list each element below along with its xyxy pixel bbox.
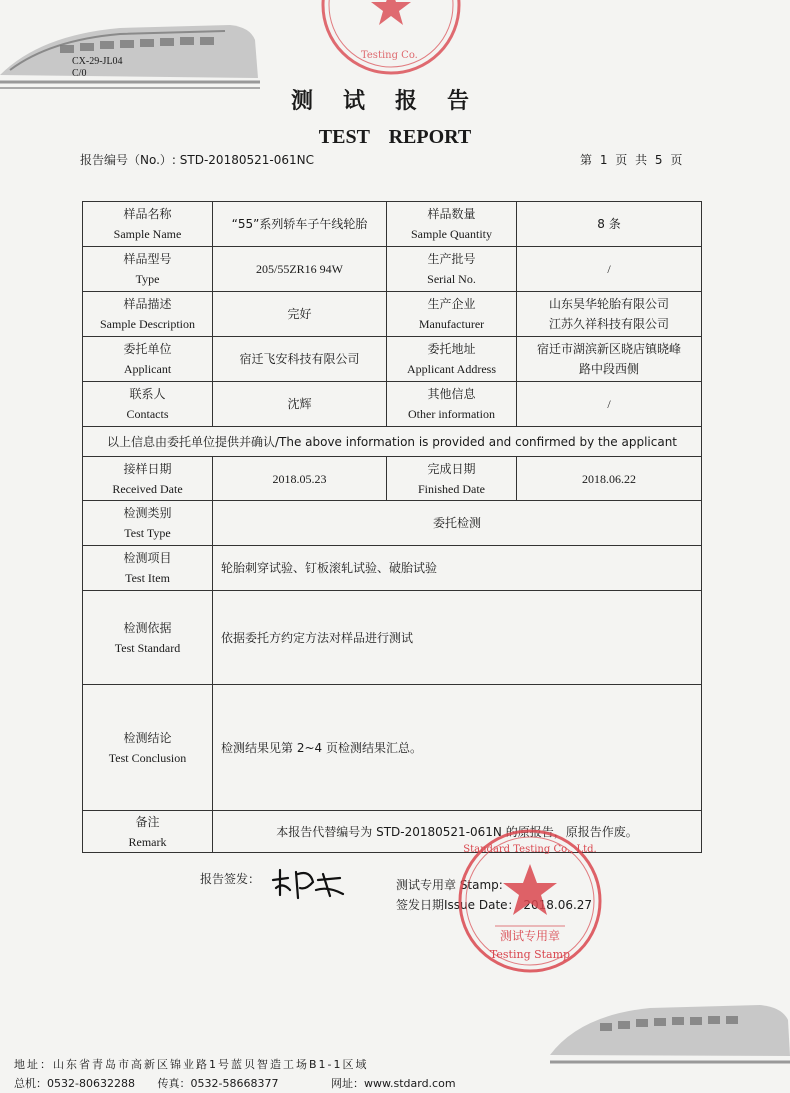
label-applicant: 委托单位 Applicant: [83, 337, 213, 382]
value-test-item: 轮胎刺穿试验、钉板滚轧试验、破胎试验: [213, 546, 702, 591]
table-row: [83, 457, 702, 501]
fax: 传真：0532-58668377: [157, 1077, 279, 1090]
handwritten-signature: [268, 860, 348, 905]
value-test-standard: 依据委托方约定方法对样品进行测试: [213, 591, 702, 685]
label-received-date: 接样日期 Received Date: [83, 457, 213, 501]
table-row: [83, 247, 702, 292]
form-code-line2: C/0: [72, 68, 87, 79]
website: 网址：www.stdard.com: [331, 1077, 456, 1090]
page-info: 第 1 页 共 5 页: [580, 153, 683, 167]
value-applicant: 宿迁飞安科技有限公司: [213, 337, 387, 382]
label-test-type: 检测类别 Test Type: [83, 501, 213, 546]
phone: 总机：0532-80632288: [14, 1077, 135, 1090]
value-received-date: 2018.05.23: [213, 457, 387, 501]
seal-stamp-top: [316, 0, 466, 80]
label-test-item: 检测项目 Test Item: [83, 546, 213, 591]
label-applicant-address: 委托地址 Applicant Address: [387, 337, 517, 382]
table-row: [83, 337, 702, 382]
value-remark: 本报告代替编号为 STD-20180521-061N 的原报告，原报告作废。: [213, 811, 702, 853]
value-sample-description: 完好: [213, 292, 387, 337]
value-sample-quantity: 8 条: [517, 202, 702, 247]
table-row: [83, 382, 702, 427]
company-address: 地址：山东省青岛市高新区锦业路1号蓝贝智造工场B1-1区域: [14, 1058, 369, 1071]
value-sample-name: “55”系列轿车子午线轮胎: [213, 202, 387, 247]
report-title-chinese: 测试报告: [290, 89, 499, 114]
table-row: [83, 202, 702, 247]
table-row: [83, 501, 702, 546]
label-finished-date: 完成日期 Finished Date: [387, 457, 517, 501]
value-test-conclusion: 检测结果见第 2~4 页检测结果汇总。: [213, 685, 702, 811]
label-sample-name: 样品名称 Sample Name: [83, 202, 213, 247]
provided-note: 以上信息由委托单位提供并确认/The above information is provided and confirmed by the applicant: [83, 427, 702, 457]
value-applicant-address: 宿迁市湖滨新区晓店镇晓峰 路中段西侧: [517, 337, 702, 382]
issuer-label: 报告签发：: [200, 872, 261, 886]
svg-text:Testing Stamp: Testing Stamp: [489, 948, 571, 961]
table-row: [83, 591, 702, 685]
table-row: [83, 427, 702, 457]
report-number: 报告编号（No.）: STD-20180521-061NC: [80, 153, 314, 167]
label-test-standard: 检测依据 Test Standard: [83, 591, 213, 685]
issue-date: 签发日期Issue Date： 2018.06.27: [396, 898, 593, 912]
table-row: [83, 546, 702, 591]
report-title-english: TEST REPORT: [318, 126, 472, 148]
label-sample-description: 样品描述 Sample Description: [83, 292, 213, 337]
svg-text:测试专用章: 测试专用章: [499, 929, 561, 943]
form-code-line1: CX-29-JL04: [72, 56, 123, 67]
train-logo-top: [0, 0, 260, 95]
value-serial-no: /: [517, 247, 702, 292]
label-test-conclusion: 检测结论 Test Conclusion: [83, 685, 213, 811]
value-type: 205/55ZR16 94W: [213, 247, 387, 292]
value-contacts: 沈辉: [213, 382, 387, 427]
value-other-information: /: [517, 382, 702, 427]
label-other-information: 其他信息 Other information: [387, 382, 517, 427]
table-row: [83, 811, 702, 853]
value-finished-date: 2018.06.22: [517, 457, 702, 501]
label-serial-no: 生产批号 Serial No.: [387, 247, 517, 292]
table-row: [83, 292, 702, 337]
label-type: 样品型号 Type: [83, 247, 213, 292]
contact-line: [14, 1075, 774, 1091]
stamp-label: 测试专用章 Stamp:: [396, 878, 503, 892]
testing-seal-stamp: [455, 826, 605, 976]
svg-text:Testing Co.: Testing Co.: [361, 50, 418, 61]
report-info-table: [82, 201, 702, 853]
form-code: [72, 56, 123, 80]
label-sample-quantity: 样品数量 Sample Quantity: [387, 202, 517, 247]
value-manufacturer: 山东昊华轮胎有限公司 江苏久祥科技有限公司: [517, 292, 702, 337]
value-test-type: 委托检测: [213, 501, 702, 546]
label-manufacturer: 生产企业 Manufacturer: [387, 292, 517, 337]
label-remark: 备注 Remark: [83, 811, 213, 853]
table-row: [83, 685, 702, 811]
label-contacts: 联系人 Contacts: [83, 382, 213, 427]
svg-text:Standard Testing Co., Ltd.: Standard Testing Co., Ltd.: [463, 844, 597, 855]
